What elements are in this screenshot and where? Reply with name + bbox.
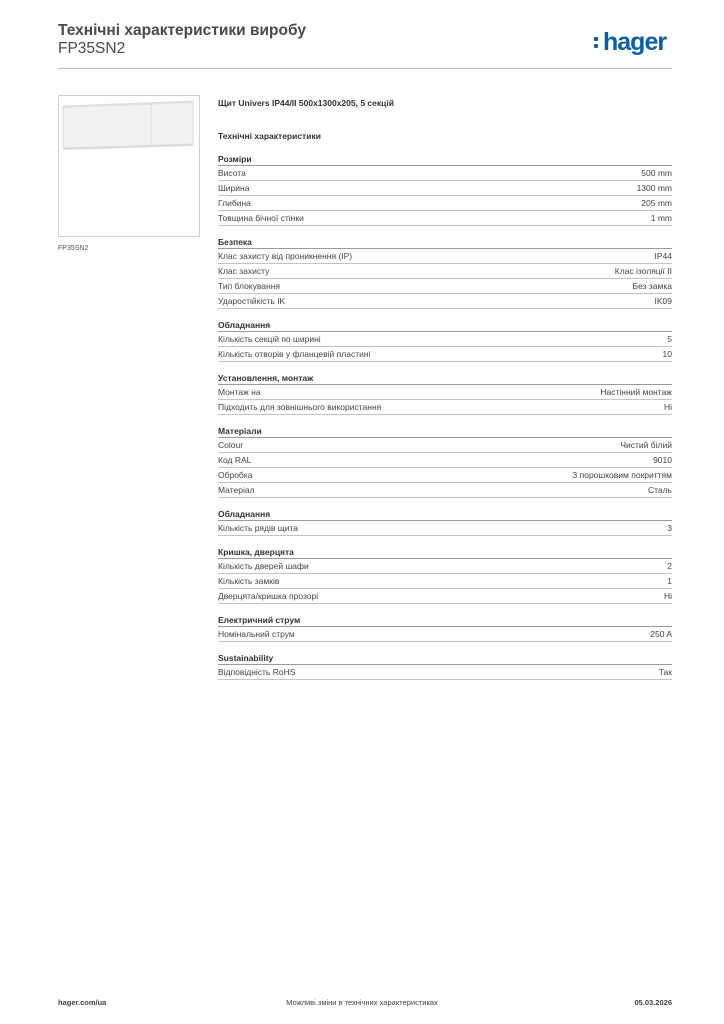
group-title: Кришка, дверцята — [218, 546, 672, 559]
group-title: Розміри — [218, 153, 672, 166]
spec-value: 3 — [667, 523, 672, 533]
spec-value: 1 mm — [650, 213, 672, 223]
spec-label: Кількість отворів у фланцевій пластині — [218, 349, 371, 359]
group-title: Sustainability — [218, 652, 672, 665]
image-caption: FP35SN2 — [58, 245, 89, 252]
spec-label: Кількість рядів щита — [218, 523, 298, 533]
spec-label: Відповідність RoHS — [218, 667, 296, 677]
spec-value: 500 mm — [641, 168, 672, 178]
spec-label: Клас захисту від проникнення (IP) — [218, 251, 353, 261]
spec-row — [218, 166, 672, 181]
spec-row — [218, 468, 672, 483]
spec-row — [218, 294, 672, 309]
spec-value: Сталь — [647, 485, 672, 495]
spec-label: Висота — [218, 168, 246, 178]
logo-text: hager — [603, 27, 667, 56]
spec-label: Кількість секцій по ширині — [218, 334, 321, 344]
spec-row — [218, 264, 672, 279]
spec-row — [218, 332, 672, 347]
spec-value: 2 — [667, 561, 672, 571]
spec-value: Чистий білий — [620, 440, 672, 450]
spec-row — [218, 400, 672, 415]
spec-value: 1300 mm — [636, 183, 672, 193]
spec-value: 1 — [667, 576, 672, 586]
spec-value: З порошковим покриттям — [572, 470, 672, 480]
spec-label: Номінальний струм — [218, 629, 295, 639]
spec-heading: Технічні характеристики — [218, 131, 321, 141]
spec-label: Кількість дверей шафи — [218, 561, 309, 571]
spec-value: IP44 — [654, 251, 672, 261]
spec-row — [218, 521, 672, 536]
footer-website-link[interactable]: hager.com/ua — [58, 998, 107, 1007]
spec-value: 250 A — [650, 629, 672, 639]
footer-note: Можливі зміни в технічних характеристиках — [286, 998, 438, 1007]
spec-group — [218, 652, 672, 680]
spec-row — [218, 589, 672, 604]
group-title: Електричний струм — [218, 614, 672, 627]
product-name: Щит Univers IP44/II 500x1300x205, 5 секцій — [218, 98, 394, 108]
group-title: Установлення, монтаж — [218, 372, 672, 385]
spec-label: Глибина — [218, 198, 251, 208]
spec-row — [218, 196, 672, 211]
group-title: Обладнання — [218, 319, 672, 332]
spec-group — [218, 153, 672, 226]
group-title: Обладнання — [218, 508, 672, 521]
spec-row — [218, 211, 672, 226]
spec-row — [218, 665, 672, 680]
product-image — [58, 95, 200, 237]
spec-label: Клас захисту — [218, 266, 270, 276]
spec-value: 5 — [667, 334, 672, 344]
spec-label: Монтаж на — [218, 387, 261, 397]
spec-value: Без замка — [632, 281, 672, 291]
spec-label: Colour — [218, 440, 244, 450]
spec-label: Підходить для зовнішнього використання — [218, 402, 382, 412]
spec-row — [218, 627, 672, 642]
spec-label: Ширина — [218, 183, 250, 193]
group-title: Матеріали — [218, 425, 672, 438]
spec-value: Ні — [663, 402, 672, 412]
spec-group — [218, 546, 672, 604]
spec-value: 10 — [662, 349, 672, 359]
enclosure-illustration-icon — [59, 96, 199, 236]
spec-row — [218, 574, 672, 589]
spec-group — [218, 372, 672, 415]
spec-row — [218, 483, 672, 498]
group-title: Безпека — [218, 236, 672, 249]
spec-value: 205 mm — [641, 198, 672, 208]
spec-row — [218, 181, 672, 196]
header-divider — [58, 68, 672, 69]
page-title: Технічні характеристики виробу — [58, 22, 306, 39]
spec-value: Клас ізоляції II — [614, 266, 672, 276]
spec-row — [218, 347, 672, 362]
spec-value: Ні — [663, 591, 672, 601]
spec-row — [218, 438, 672, 453]
spec-group — [218, 425, 672, 498]
spec-label: Товщина бічної стінки — [218, 213, 304, 223]
spec-value: Настінний монтаж — [600, 387, 672, 397]
spec-group — [218, 236, 672, 309]
spec-label: Тип блокування — [218, 281, 281, 291]
spec-section — [218, 96, 672, 680]
spec-value: 9010 — [653, 455, 672, 465]
footer-date: 05.03.2026 — [634, 998, 672, 1007]
spec-group — [218, 508, 672, 536]
spec-row — [218, 559, 672, 574]
product-code: FP35SN2 — [58, 40, 126, 57]
spec-row — [218, 453, 672, 468]
spec-label: Ударостійкість IK — [218, 296, 286, 306]
spec-row — [218, 279, 672, 294]
spec-label: Код RAL — [218, 455, 252, 465]
spec-label: Дверцята/кришка прозорі — [218, 591, 319, 601]
spec-row — [218, 249, 672, 264]
spec-value: IK09 — [654, 296, 672, 306]
spec-row — [218, 385, 672, 400]
spec-label: Матеріал — [218, 485, 255, 495]
hager-logo — [594, 29, 666, 55]
spec-label: Кількість замків — [218, 576, 280, 586]
spec-group — [218, 614, 672, 642]
spec-value: Так — [658, 667, 672, 677]
logo-colon-icon — [594, 33, 601, 51]
spec-group — [218, 319, 672, 362]
spec-label: Обробка — [218, 470, 253, 480]
